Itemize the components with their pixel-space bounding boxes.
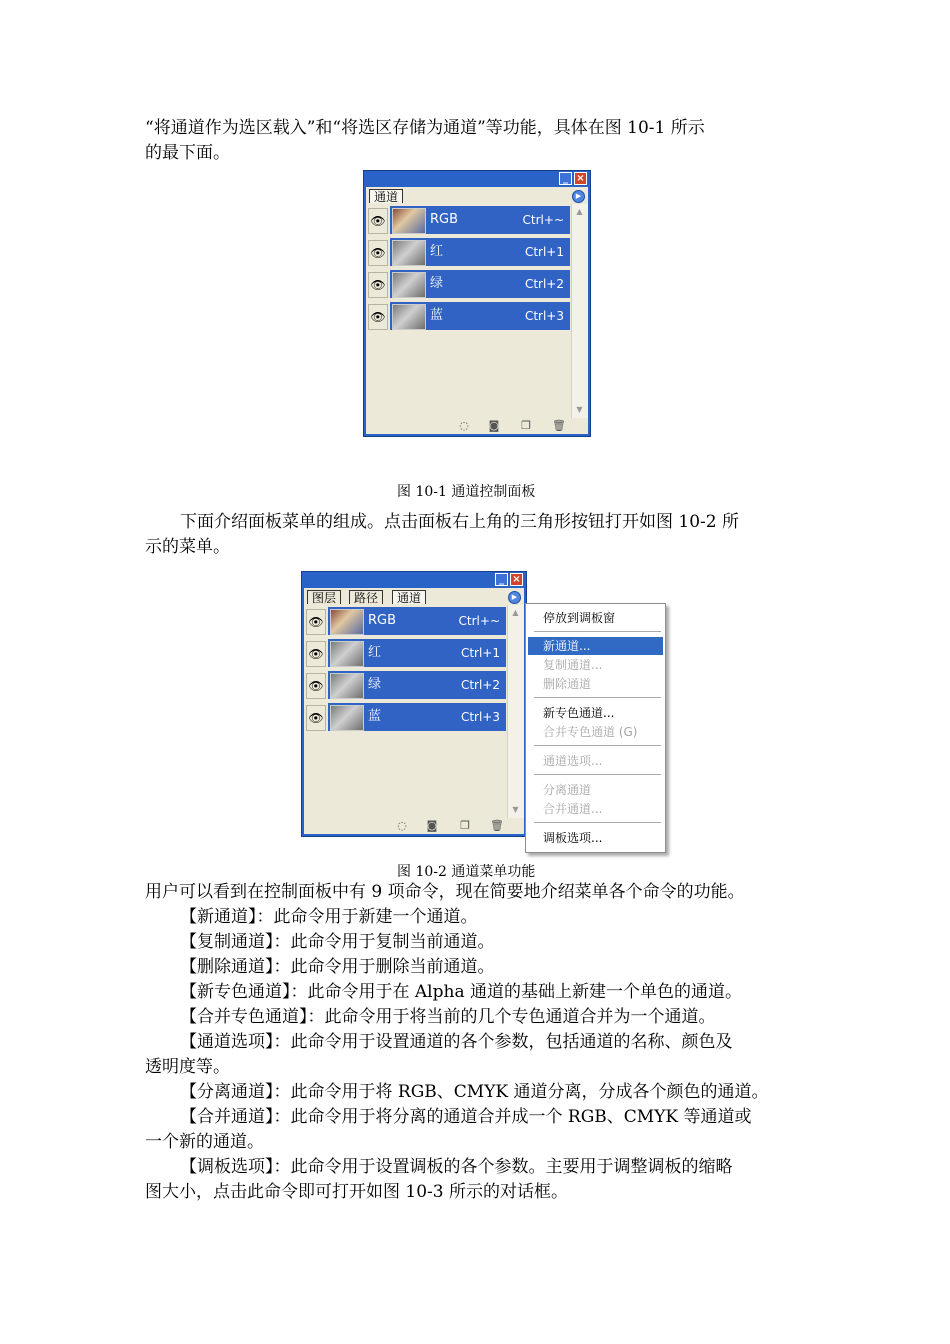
command-description: 【合并专色通道】：此命令用于将当前的几个专色通道合并为一个通道。 <box>180 1007 716 1027</box>
menu-item-merge-spot-channel[interactable]: 合并专色通道 (G) <box>543 725 638 739</box>
eye-icon[interactable]: 👁 <box>368 208 388 234</box>
command-description: 【新通道】：此命令用于新建一个通道。 <box>180 907 478 927</box>
save-selection-icon[interactable]: ◙ <box>426 819 438 832</box>
panel-footer <box>366 418 588 434</box>
paragraph-line: 示的菜单。 <box>145 537 230 557</box>
load-selection-icon[interactable]: ◌ <box>459 419 469 432</box>
channel-thumbnail <box>330 673 364 699</box>
channel-name: 蓝 <box>368 709 382 724</box>
scrollbar[interactable] <box>571 204 588 418</box>
scroll-up-icon[interactable]: ▲ <box>512 608 519 617</box>
command-description: 【删除通道】：此命令用于删除当前通道。 <box>180 957 495 977</box>
menu-separator <box>534 631 661 632</box>
panel-titlebar <box>302 572 526 588</box>
channel-item[interactable] <box>328 639 506 669</box>
channels-panel-menu <box>525 603 666 853</box>
menu-item-split-channels[interactable]: 分离通道 <box>543 783 592 797</box>
channel-shortcut: Ctrl+3 <box>460 710 500 724</box>
channel-row[interactable] <box>366 302 570 332</box>
channel-name: RGB <box>368 613 397 628</box>
channel-item[interactable] <box>390 270 570 300</box>
channel-list <box>304 605 524 818</box>
menu-separator <box>534 822 661 823</box>
channel-item[interactable] <box>328 607 506 637</box>
paragraph-line: “将通道作为选区载入”和“将选区存储为通道”等功能，具体在图 10-1 所示 <box>145 118 705 138</box>
channel-thumbnail <box>392 208 426 234</box>
minimize-icon[interactable]: _ <box>495 573 508 586</box>
channel-shortcut: Ctrl+~ <box>458 614 500 628</box>
tab-channels[interactable]: 通道 <box>392 590 426 604</box>
channel-name: 红 <box>368 645 382 660</box>
channel-thumbnail <box>392 272 426 298</box>
command-description: 【复制通道】：此命令用于复制当前通道。 <box>180 932 495 952</box>
tab-layers[interactable]: 图层 <box>307 590 341 604</box>
channel-row[interactable] <box>304 703 506 733</box>
channel-item[interactable] <box>390 206 570 236</box>
scroll-down-icon[interactable]: ▼ <box>576 405 583 414</box>
close-icon[interactable]: × <box>574 172 587 185</box>
menu-item-new-spot-channel[interactable]: 新专色通道... <box>543 706 615 720</box>
paragraph-line: 下面介绍面板菜单的组成。点击面板右上角的三角形按钮打开如图 10-2 所 <box>180 512 739 532</box>
channel-item[interactable] <box>390 238 570 268</box>
eye-icon[interactable]: 👁 <box>368 272 388 298</box>
channel-name: 绿 <box>368 677 382 692</box>
command-description: 【调板选项】：此命令用于设置调板的各个参数。主要用于调整调板的缩略 <box>180 1157 733 1177</box>
channel-name: 蓝 <box>430 308 444 323</box>
close-icon[interactable]: × <box>510 573 523 586</box>
menu-item-dock-to-palette-well[interactable]: 停放到调板窗 <box>543 611 616 625</box>
new-channel-icon[interactable]: ❐ <box>521 419 531 432</box>
channel-shortcut: Ctrl+3 <box>524 309 564 323</box>
scrollbar[interactable] <box>507 605 524 818</box>
eye-icon[interactable]: 👁 <box>306 673 326 699</box>
tab-paths[interactable]: 路径 <box>349 590 383 604</box>
scroll-up-icon[interactable]: ▲ <box>576 207 583 216</box>
menu-item-delete-channel[interactable]: 删除通道 <box>543 677 592 691</box>
channel-list <box>366 204 588 418</box>
command-description: 【分离通道】：此命令用于将 RGB、CMYK 通道分离，分成各个颜色的通道。 <box>180 1082 769 1102</box>
command-description: 图大小，点击此命令即可打开如图 10-3 所示的对话框。 <box>145 1182 568 1202</box>
channel-name: 绿 <box>430 276 444 291</box>
panel-tabstrip <box>366 187 588 204</box>
channel-shortcut: Ctrl+2 <box>460 678 500 692</box>
eye-icon[interactable]: 👁 <box>306 609 326 635</box>
trash-icon[interactable]: 🗑 <box>490 819 504 832</box>
scroll-down-icon[interactable]: ▼ <box>512 805 519 814</box>
channel-row[interactable] <box>366 270 570 300</box>
minimize-icon[interactable]: _ <box>559 172 572 185</box>
menu-item-palette-options[interactable]: 调板选项... <box>543 831 603 845</box>
channel-shortcut: Ctrl+~ <box>522 213 564 227</box>
channels-panel <box>363 170 591 437</box>
channel-name: 红 <box>430 244 444 259</box>
channel-row[interactable] <box>366 206 570 236</box>
channel-row[interactable] <box>304 639 506 669</box>
menu-item-channel-options[interactable]: 通道选项... <box>543 754 603 768</box>
channel-item[interactable] <box>390 302 570 332</box>
load-selection-icon[interactable]: ◌ <box>397 819 407 832</box>
menu-separator <box>534 774 661 775</box>
menu-item-new-channel[interactable]: 新通道... <box>528 637 663 655</box>
save-selection-icon[interactable]: ◙ <box>488 419 500 432</box>
panel-menu-arrow-icon[interactable]: ▶ <box>572 190 585 203</box>
tab-channels[interactable]: 通道 <box>369 189 403 203</box>
channel-row[interactable] <box>304 607 506 637</box>
menu-item-merge-channels[interactable]: 合并通道... <box>543 802 603 816</box>
command-description: 【新专色通道】：此命令用于在 Alpha 通道的基础上新建一个单色的通道。 <box>180 982 742 1002</box>
eye-icon[interactable]: 👁 <box>306 641 326 667</box>
channel-thumbnail <box>330 705 364 731</box>
trash-icon[interactable]: 🗑 <box>552 419 566 432</box>
menu-separator <box>534 745 661 746</box>
menu-separator <box>534 697 661 698</box>
channel-row[interactable] <box>304 671 506 701</box>
channel-shortcut: Ctrl+1 <box>524 245 564 259</box>
paragraph-line: 用户可以看到在控制面板中有 9 项命令，现在简要地介绍菜单各个命令的功能。 <box>145 882 745 902</box>
command-description: 一个新的通道。 <box>145 1132 264 1152</box>
command-description: 透明度等。 <box>145 1057 230 1077</box>
panel-footer <box>304 818 524 834</box>
channel-thumbnail <box>392 240 426 266</box>
channels-panel-with-tabs <box>301 571 527 837</box>
eye-icon[interactable]: 👁 <box>368 304 388 330</box>
channel-name: RGB <box>430 212 459 227</box>
channel-thumbnail <box>330 641 364 667</box>
channel-item[interactable] <box>328 703 506 733</box>
command-description: 【合并通道】：此命令用于将分离的通道合并成一个 RGB、CMYK 等通道或 <box>180 1107 752 1127</box>
panel-menu-arrow-icon[interactable]: ▶ <box>508 591 521 604</box>
panel-titlebar <box>364 171 590 187</box>
channel-thumbnail <box>330 609 364 635</box>
command-description: 【通道选项】：此命令用于设置通道的各个参数，包括通道的名称、颜色及 <box>180 1032 733 1052</box>
new-channel-icon[interactable]: ❐ <box>460 819 470 832</box>
eye-icon[interactable]: 👁 <box>368 240 388 266</box>
panel-tabstrip <box>304 588 524 605</box>
channel-shortcut: Ctrl+2 <box>524 277 564 291</box>
menu-item-duplicate-channel[interactable]: 复制通道... <box>543 658 603 672</box>
paragraph-line: 的最下面。 <box>145 143 230 163</box>
eye-icon[interactable]: 👁 <box>306 705 326 731</box>
figure-caption: 图 10-1 通道控制面板 <box>397 484 536 500</box>
channel-row[interactable] <box>366 238 570 268</box>
channel-shortcut: Ctrl+1 <box>460 646 500 660</box>
channel-item[interactable] <box>328 671 506 701</box>
figure-caption: 图 10-2 通道菜单功能 <box>397 864 536 880</box>
channel-thumbnail <box>392 304 426 330</box>
